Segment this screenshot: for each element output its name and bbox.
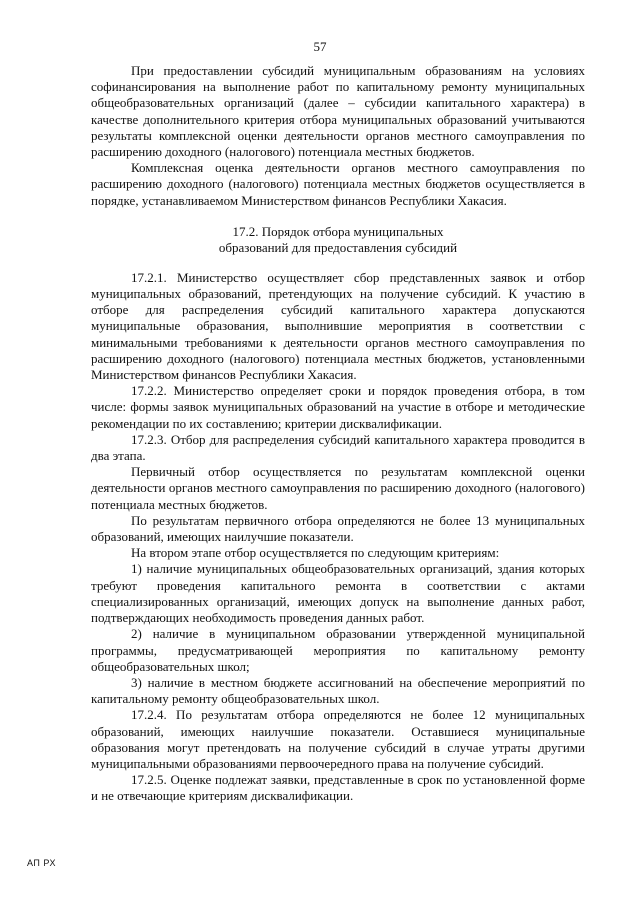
footer-mark: АП РХ (27, 858, 56, 868)
paragraph-17-2-5: 17.2.5. Оценке подлежат заявки, представленные в срок по установленной форме и не отвечающие критериям дисквалификации. (91, 772, 585, 804)
section-heading-line: образований для предоставления субсидий (218, 240, 458, 256)
criterion-item-1: 1) наличие муниципальных общеобразовательных организаций, здания которых требуют проведения капитального ремонта в соответствии с актами специализированных организаций, имеющих допуск на выполнение данных работ, подтверждающих необходимость проведения данных работ. (91, 561, 585, 626)
paragraph: Первичный отбор осуществляется по результатам комплексной оценки деятельности органов местного самоуправления по расширению доходного (налогового) потенциала местных бюджетов. (91, 464, 585, 512)
page-number: 57 (313, 39, 327, 54)
paragraph: На втором этапе отбор осуществляется по следующим критериям: (131, 545, 500, 561)
paragraph: По результатам первичного отбора определяются не более 13 муниципальных образований, имеющих наилучшие показатели. (91, 512, 585, 545)
paragraph-17-2-4: 17.2.4. По результатам отбора определяются не более 12 муниципальных образований, имеющих наилучшие показатели. Оставшиеся муниципальные образования могут претендовать на получение субсидий в случае утраты другими муниципальными образованиями первоочередного права на получение субсидий. (91, 707, 585, 771)
paragraph-17-2-2: 17.2.2. Министерство определяет сроки и порядок проведения отбора, в том числе: формы заявок муниципальных образований на участие в отборе и методические рекомендации по их составлению; критерии дисквалификации. (91, 383, 585, 431)
section-heading-line: 17.2. Порядок отбора муниципальных (232, 223, 444, 239)
paragraph-17-2-1: 17.2.1. Министерство осуществляет сбор представленных заявок и отбор муниципальных образований, претендующих на получение субсидий. К участию в отборе для распределения субсидий капитального характера допускаются муниципальные образования, выполнившие мероприятия в соответствии с минимальными требованиями к деятельности органов местного самоуправления по расширению доходного (налогового) потенциала местных бюджетов, установленными Министерством финансов Республики Хакасия. (91, 269, 585, 383)
paragraph: При предоставлении субсидий муниципальным образованиям на условиях софинансирования на выполнение работ по капитальному ремонту муниципальных общеобразовательных организаций (далее – субсидии капитального характера) в качестве дополнительного критерия отбора муниципальных образований учитываются результаты комплексной оценки деятельности органов местного самоуправления по расширению доходного (налогового) потенциала местных бюджетов. (91, 63, 585, 160)
criterion-item-2: 2) наличие в муниципальном образовании утвержденной муниципальной программы, предусматривающей мероприятия по капитальному ремонту общеобразовательных школ; (91, 626, 585, 674)
document-body (91, 63, 585, 805)
paragraph: Комплексная оценка деятельности органов местного самоуправления по расширению доходного (налогового) потенциала местных бюджетов осуществляется в порядке, устанавливаемом Министерством финансов Республики Хакасия. (91, 160, 585, 208)
section-heading (91, 224, 585, 257)
paragraph-17-2-3: 17.2.3. Отбор для распределения субсидий капитального характера проводится в два этапа. (91, 431, 585, 464)
criterion-item-3: 3) наличие в местном бюджете ассигнований на обеспечение мероприятий по капитальному ремонту общеобразовательных школ. (91, 674, 585, 707)
